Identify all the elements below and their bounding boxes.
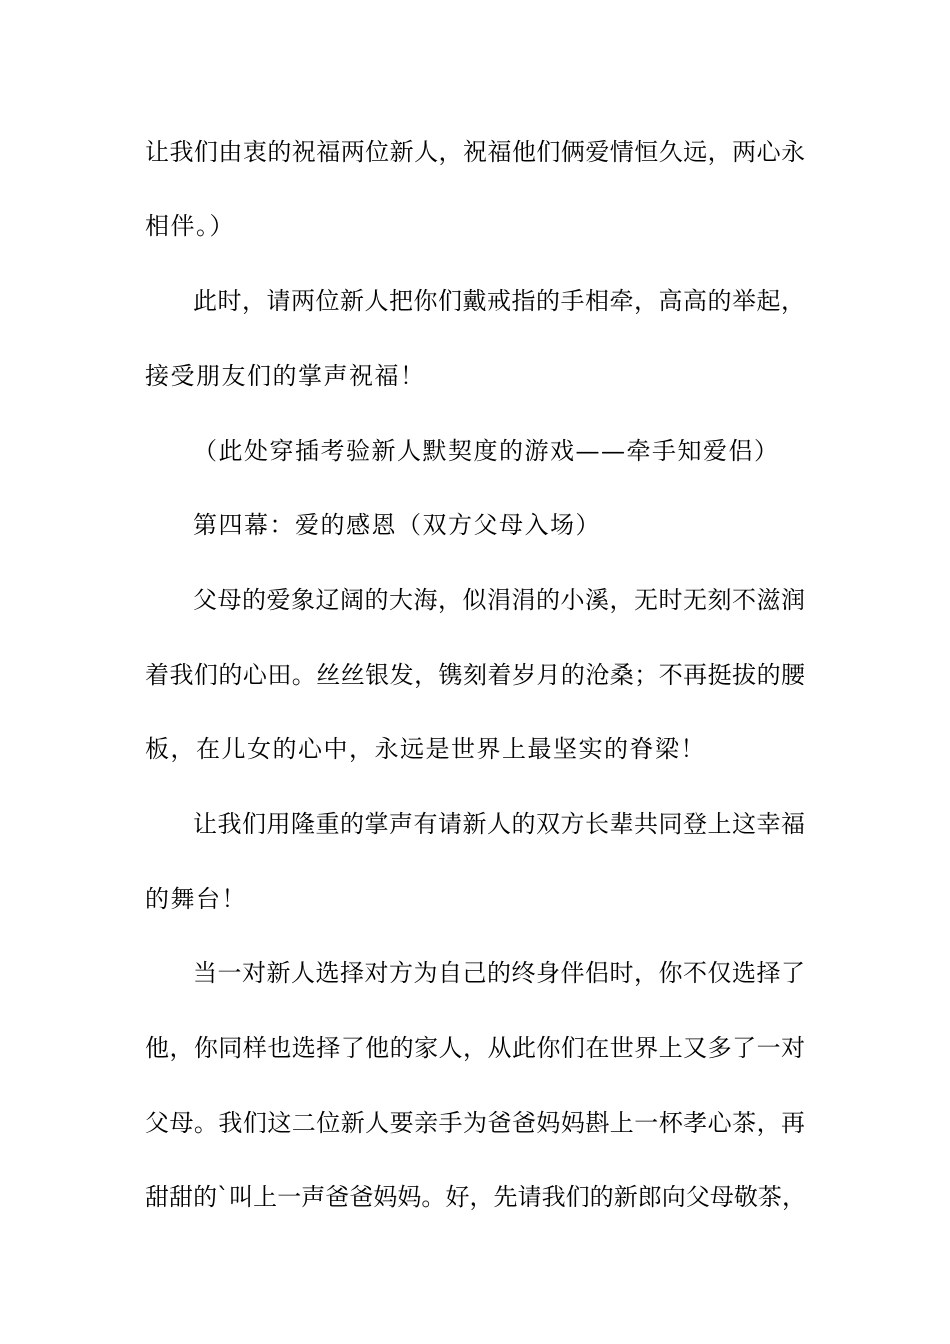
- section-heading: 第四幕：爱的感恩（双方父母入场）: [193, 511, 601, 539]
- text-line-14: 父母。我们这二位新人要亲手为爸爸妈妈斟上一杯孝心茶，再: [145, 1109, 806, 1137]
- text-line-3: 此时，请两位新人把你们戴戒指的手相牵，高高的举起，: [193, 287, 806, 315]
- text-line-5: （此处穿插考验新人默契度的游戏——牵手知爱侣）: [193, 437, 780, 465]
- text-line-1: 让我们由衷的祝福两位新人，祝福他们俩爱情恒久远，两心永: [145, 138, 806, 166]
- text-line-11: 的舞台！: [145, 885, 247, 913]
- text-line-4: 接受朋友们的掌声祝福！: [145, 362, 426, 390]
- text-line-8: 着我们的心田。丝丝银发，镌刻着岁月的沧桑；不再挺拔的腰: [145, 661, 806, 689]
- text-line-12: 当一对新人选择对方为自己的终身伴侣时，你不仅选择了: [193, 959, 806, 987]
- text-line-9: 板，在儿女的心中，永远是世界上最坚实的脊梁！: [145, 735, 706, 763]
- text-line-13: 他，你同样也选择了他的家人，从此你们在世界上又多了一对: [145, 1034, 806, 1062]
- text-line-15: 甜甜的`叫上一声爸爸妈妈。好，先请我们的新郎向父母敬茶，: [145, 1183, 806, 1211]
- text-line-10: 让我们用隆重的掌声有请新人的双方长辈共同登上这幸福: [193, 810, 806, 838]
- text-line-2: 相伴。）: [145, 212, 235, 240]
- text-line-7: 父母的爱象辽阔的大海，似涓涓的小溪，无时无刻不滋润: [193, 586, 806, 614]
